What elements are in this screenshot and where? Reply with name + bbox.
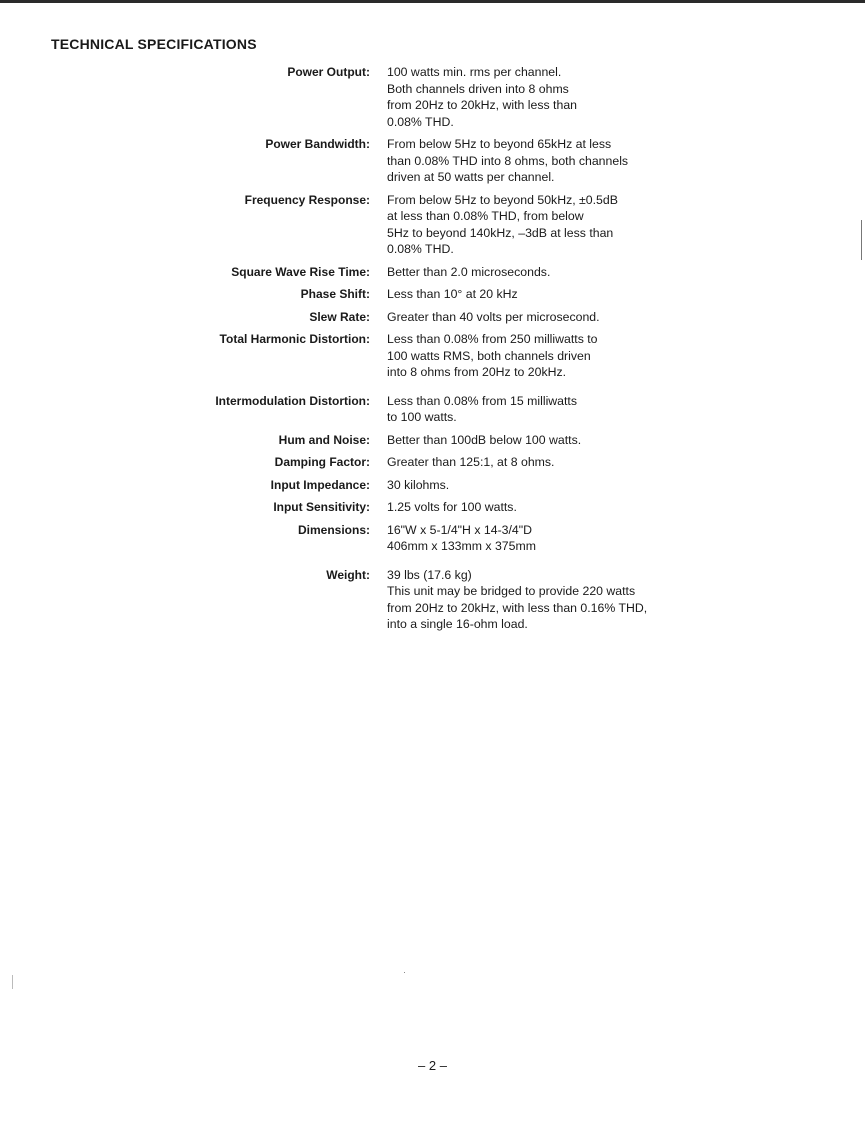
- spec-value: [387, 192, 687, 258]
- spec-value-line: 0.08% THD.: [387, 242, 454, 256]
- spec-value: [387, 136, 687, 186]
- spec-value: [387, 567, 687, 633]
- spec-label: Dimensions:: [297, 522, 370, 537]
- spec-label: Input Impedance:: [270, 477, 370, 492]
- spec-value-line: This unit may be bridged to provide 220 watts: [387, 584, 636, 598]
- spec-value: [387, 432, 687, 449]
- spec-value-line: 100 watts RMS, both channels driven: [387, 348, 591, 363]
- spec-value: [387, 499, 687, 516]
- spec-label: Frequency Response:: [244, 192, 370, 207]
- spec-value-line: at less than 0.08% THD, from below: [387, 209, 584, 223]
- spec-value: [387, 477, 687, 494]
- spec-value-line: 0.08% THD.: [387, 114, 454, 129]
- spec-value-line: Better than 100dB below 100 watts.: [387, 432, 582, 447]
- spec-row-power-bandwidth: [0, 136, 865, 186]
- spec-value-line: than 0.08% THD into 8 ohms, both channels: [387, 153, 629, 168]
- spec-row-input-sensitivity: [0, 499, 865, 516]
- spec-value: [387, 309, 687, 326]
- spec-value-line: to 100 watts.: [387, 410, 457, 424]
- spec-row-frequency-response: [0, 192, 865, 258]
- spec-value: [387, 64, 687, 130]
- spec-label: Square Wave Rise Time:: [231, 264, 370, 279]
- page-number: – 2 –: [418, 1058, 447, 1073]
- spec-row-input-impedance: [0, 477, 865, 494]
- spec-label: Total Harmonic Distortion:: [219, 332, 370, 346]
- spec-value-line: From below 5Hz to beyond 50kHz, ±0.5dB: [387, 192, 618, 207]
- spec-value: [387, 331, 687, 381]
- spec-label: Slew Rate:: [309, 309, 370, 324]
- spec-value: [387, 522, 687, 555]
- spec-value: [387, 286, 687, 303]
- spec-value-line: Greater than 40 volts per microsecond.: [387, 309, 600, 324]
- spec-row-dimensions: [0, 522, 865, 555]
- spec-value-line: 406mm x 133mm x 375mm: [387, 539, 536, 553]
- spec-row-square-wave-rise-time: [0, 264, 865, 281]
- spec-row-intermodulation-distortion: [0, 393, 865, 426]
- spec-value-line: into 8 ohms from 20Hz to 20kHz.: [387, 365, 567, 379]
- spec-value-line: 30 kilohms.: [387, 477, 450, 492]
- spec-label: Power Output:: [287, 65, 370, 79]
- spec-list: [0, 64, 865, 639]
- spec-value-line: 1.25 volts for 100 watts.: [387, 500, 517, 514]
- spec-value-line: Better than 2.0 microseconds.: [387, 264, 551, 279]
- spec-value-line: Less than 0.08% from 15 milliwatts: [387, 393, 578, 408]
- spec-label: Damping Factor:: [274, 455, 370, 469]
- spec-value: [387, 264, 687, 281]
- top-border-rule: [0, 0, 865, 3]
- spec-label: Input Sensitivity:: [273, 500, 370, 514]
- spec-value-line: Less than 0.08% from 250 milliwatts to: [387, 332, 598, 346]
- spec-value-line: 100 watts min. rms per channel.: [387, 65, 562, 79]
- spec-value-line: from 20Hz to 20kHz, with less than: [387, 98, 577, 112]
- spec-row-weight: [0, 567, 865, 633]
- spec-label: Hum and Noise:: [278, 432, 370, 447]
- spec-value-line: into a single 16-ohm load.: [387, 617, 528, 631]
- spec-label: Weight:: [326, 567, 370, 582]
- spec-value-line: 5Hz to beyond 140kHz, –3dB at less than: [387, 225, 614, 240]
- page-title: TECHNICAL SPECIFICATIONS: [51, 36, 257, 52]
- spec-label: Intermodulation Distortion:: [215, 393, 370, 408]
- spec-value-line: From below 5Hz to beyond 65kHz at less: [387, 137, 612, 151]
- spec-row-damping-factor: [0, 454, 865, 471]
- spec-row-slew-rate: [0, 309, 865, 326]
- spec-value-line: 16"W x 5-1/4"H x 14-3/4"D: [387, 522, 532, 537]
- spec-label: Power Bandwidth:: [265, 137, 370, 151]
- spec-row-total-harmonic-distortion: [0, 331, 865, 381]
- spec-value-line: 39 lbs (17.6 kg): [387, 567, 472, 582]
- spec-value-line: Both channels driven into 8 ohms: [387, 81, 569, 96]
- spec-value-line: driven at 50 watts per channel.: [387, 170, 555, 184]
- scan-speck: [12, 975, 13, 989]
- spec-value-line: Less than 10° at 20 kHz: [387, 287, 518, 301]
- spec-value-line: Greater than 125:1, at 8 ohms.: [387, 455, 555, 469]
- spec-row-hum-and-noise: [0, 432, 865, 449]
- spec-value: [387, 393, 687, 426]
- spec-row-phase-shift: [0, 286, 865, 303]
- spec-label: Phase Shift:: [300, 287, 370, 301]
- spec-value: [387, 454, 687, 471]
- spec-value-line: from 20Hz to 20kHz, with less than 0.16% THD,: [387, 600, 648, 615]
- spec-row-power-output: [0, 64, 865, 130]
- scan-speck: [404, 972, 405, 973]
